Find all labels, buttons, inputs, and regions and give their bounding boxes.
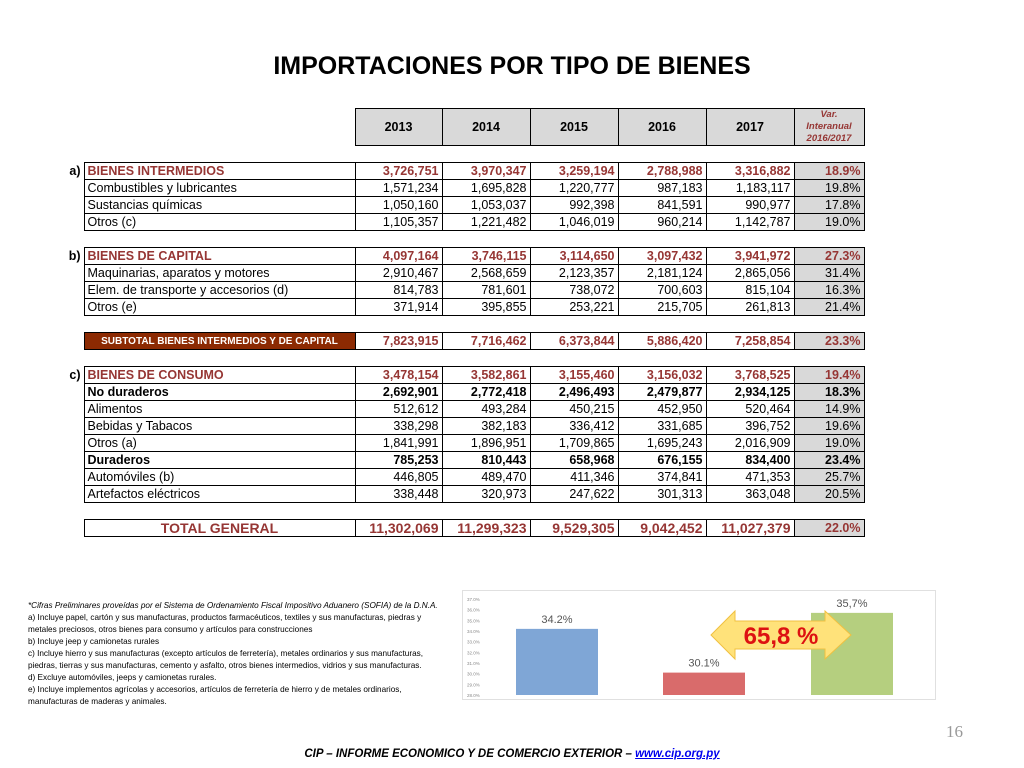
value-cell: 1,046,019 bbox=[530, 214, 618, 231]
y-tick-label: 31.0% bbox=[467, 661, 480, 666]
value-cell: 992,398 bbox=[530, 197, 618, 214]
table-row bbox=[54, 486, 864, 503]
year-header: 2016 bbox=[618, 109, 706, 146]
table-row bbox=[54, 248, 864, 265]
value-cell: 3,746,115 bbox=[442, 248, 530, 265]
bar-chart bbox=[462, 590, 936, 700]
pct-cell: 22.0% bbox=[794, 520, 864, 537]
bar-chart-svg bbox=[463, 591, 935, 699]
value-cell: 6,373,844 bbox=[530, 333, 618, 350]
value-cell: 2,788,988 bbox=[618, 163, 706, 180]
value-cell: 471,353 bbox=[706, 469, 794, 486]
pct-cell: 31.4% bbox=[794, 265, 864, 282]
table-row bbox=[54, 163, 864, 180]
value-cell: 3,259,194 bbox=[530, 163, 618, 180]
table-row bbox=[54, 435, 864, 452]
value-cell: 3,114,650 bbox=[530, 248, 618, 265]
value-cell: 2,123,357 bbox=[530, 265, 618, 282]
value-cell: 676,155 bbox=[618, 452, 706, 469]
value-cell: 9,042,452 bbox=[618, 520, 706, 537]
y-tick-label: 32.0% bbox=[467, 650, 480, 656]
footnote: a) Incluye papel, cartón y sus manufacturas, productos farmacéuticos, textiles y sus manufacturas, piedras y metales preciosos, otros bienes para consumo y artículos para construcciones bbox=[28, 613, 422, 634]
value-cell: 2,479,877 bbox=[618, 384, 706, 401]
value-cell: 1,695,828 bbox=[442, 180, 530, 197]
value-cell: 489,470 bbox=[442, 469, 530, 486]
row-label: Elem. de transporte y accesorios (d) bbox=[84, 282, 355, 299]
pct-cell: 19.6% bbox=[794, 418, 864, 435]
value-cell: 1,571,234 bbox=[355, 180, 442, 197]
footer bbox=[0, 748, 1024, 760]
pct-cell: 16.3% bbox=[794, 282, 864, 299]
value-cell: 452,950 bbox=[618, 401, 706, 418]
table-row bbox=[54, 384, 864, 401]
pct-cell: 14.9% bbox=[794, 401, 864, 418]
value-cell: 3,316,882 bbox=[706, 163, 794, 180]
row-label: Sustancias químicas bbox=[84, 197, 355, 214]
total-label: TOTAL GENERAL bbox=[84, 520, 355, 537]
callout-arrow bbox=[711, 611, 851, 659]
value-cell: 810,443 bbox=[442, 452, 530, 469]
value-cell: 2,568,659 bbox=[442, 265, 530, 282]
value-cell: 1,221,482 bbox=[442, 214, 530, 231]
section-letter bbox=[54, 401, 84, 418]
value-cell: 1,053,037 bbox=[442, 197, 530, 214]
pct-cell: 18.9% bbox=[794, 163, 864, 180]
footer-link[interactable]: www.cip.org.py bbox=[635, 748, 720, 760]
value-cell: 2,865,056 bbox=[706, 265, 794, 282]
value-cell: 493,284 bbox=[442, 401, 530, 418]
value-cell: 512,612 bbox=[355, 401, 442, 418]
footnote: e) Incluye implementos agrícolas y accesorios, artículos de ferretería de hierro y de metales ordinarios, manufacturas de maderas y animales. bbox=[28, 685, 402, 706]
value-cell: 1,709,865 bbox=[530, 435, 618, 452]
year-header: 2015 bbox=[530, 109, 618, 146]
value-cell: 215,705 bbox=[618, 299, 706, 316]
section-letter bbox=[54, 265, 84, 282]
value-cell: 2,910,467 bbox=[355, 265, 442, 282]
pct-cell: 23.3% bbox=[794, 333, 864, 350]
value-cell: 4,097,164 bbox=[355, 248, 442, 265]
table-row bbox=[54, 265, 864, 282]
value-cell: 411,346 bbox=[530, 469, 618, 486]
value-cell: 2,772,418 bbox=[442, 384, 530, 401]
section-letter: c) bbox=[69, 368, 81, 382]
value-cell: 338,298 bbox=[355, 418, 442, 435]
y-tick-label: 36.0% bbox=[467, 607, 480, 613]
value-cell: 1,142,787 bbox=[706, 214, 794, 231]
section-letter bbox=[54, 180, 84, 197]
footnote: d) Excluye automóviles, jeeps y camionetas rurales. bbox=[28, 673, 217, 682]
value-cell: 253,221 bbox=[530, 299, 618, 316]
y-tick-label: 34.0% bbox=[467, 629, 480, 634]
value-cell: 3,156,032 bbox=[618, 367, 706, 384]
row-label: No duraderos bbox=[84, 384, 355, 401]
value-cell: 960,214 bbox=[618, 214, 706, 231]
value-cell: 446,805 bbox=[355, 469, 442, 486]
table-row bbox=[54, 299, 864, 316]
value-cell: 834,400 bbox=[706, 452, 794, 469]
value-cell: 1,220,777 bbox=[530, 180, 618, 197]
value-cell: 3,768,525 bbox=[706, 367, 794, 384]
value-cell: 990,977 bbox=[706, 197, 794, 214]
section-letter: b) bbox=[68, 249, 81, 263]
value-cell: 1,896,951 bbox=[442, 435, 530, 452]
row-label: Bebidas y Tabacos bbox=[84, 418, 355, 435]
subtotal-label: SUBTOTAL BIENES INTERMEDIOS Y DE CAPITAL bbox=[84, 333, 355, 350]
value-cell: 301,313 bbox=[618, 486, 706, 503]
pct-cell: 19.4% bbox=[794, 367, 864, 384]
bar-data-label: 34.2% bbox=[541, 613, 573, 626]
empty-cell bbox=[54, 333, 84, 350]
row-label: BIENES DE CAPITAL bbox=[84, 248, 355, 265]
table-row bbox=[54, 418, 864, 435]
table-row bbox=[54, 282, 864, 299]
value-cell: 7,716,462 bbox=[442, 333, 530, 350]
table-row bbox=[54, 469, 864, 486]
row-label: Otros (a) bbox=[84, 435, 355, 452]
table-row bbox=[54, 367, 864, 384]
value-cell: 1,695,243 bbox=[618, 435, 706, 452]
value-cell: 371,914 bbox=[355, 299, 442, 316]
y-tick-label: 33.0% bbox=[467, 639, 480, 645]
y-tick-label: 30.0% bbox=[467, 671, 480, 677]
value-cell: 261,813 bbox=[706, 299, 794, 316]
callout-text: 65,8 % bbox=[743, 623, 819, 650]
section-letter bbox=[54, 282, 84, 299]
table-row bbox=[54, 197, 864, 214]
value-cell: 781,601 bbox=[442, 282, 530, 299]
subtotal-row bbox=[54, 333, 864, 350]
value-cell: 3,970,347 bbox=[442, 163, 530, 180]
value-cell: 11,027,379 bbox=[706, 520, 794, 537]
footer-text: CIP – INFORME ECONOMICO Y DE COMERCIO EXTERIOR – bbox=[304, 748, 636, 760]
row-label: Alimentos bbox=[84, 401, 355, 418]
row-label: Duraderos bbox=[84, 452, 355, 469]
section-letter bbox=[54, 486, 84, 503]
value-cell: 987,183 bbox=[618, 180, 706, 197]
value-cell: 841,591 bbox=[618, 197, 706, 214]
value-cell: 738,072 bbox=[530, 282, 618, 299]
value-cell: 450,215 bbox=[530, 401, 618, 418]
value-cell: 815,104 bbox=[706, 282, 794, 299]
empty-cell bbox=[54, 520, 84, 537]
bar-data-label: 35,7% bbox=[836, 597, 868, 610]
row-label: Otros (c) bbox=[84, 214, 355, 231]
spacer-row bbox=[54, 231, 864, 248]
value-cell: 3,478,154 bbox=[355, 367, 442, 384]
value-cell: 7,823,915 bbox=[355, 333, 442, 350]
section-letter bbox=[54, 299, 84, 316]
value-cell: 363,048 bbox=[706, 486, 794, 503]
value-cell: 395,855 bbox=[442, 299, 530, 316]
section-letter bbox=[54, 469, 84, 486]
year-header: 2014 bbox=[442, 109, 530, 146]
row-label: Automóviles (b) bbox=[84, 469, 355, 486]
value-cell: 1,105,357 bbox=[355, 214, 442, 231]
table-row bbox=[54, 214, 864, 231]
value-cell: 374,841 bbox=[618, 469, 706, 486]
imports-table bbox=[54, 108, 865, 537]
y-tick-label: 35.0% bbox=[467, 618, 480, 624]
row-label: Combustibles y lubricantes bbox=[84, 180, 355, 197]
value-cell: 331,685 bbox=[618, 418, 706, 435]
section-letter bbox=[54, 197, 84, 214]
value-cell: 520,464 bbox=[706, 401, 794, 418]
pct-cell: 17.8% bbox=[794, 197, 864, 214]
value-cell: 2,692,901 bbox=[355, 384, 442, 401]
value-cell: 3,097,432 bbox=[618, 248, 706, 265]
footnotes bbox=[28, 600, 452, 708]
value-cell: 3,941,972 bbox=[706, 248, 794, 265]
section-letter bbox=[54, 214, 84, 231]
value-cell: 5,886,420 bbox=[618, 333, 706, 350]
year-header: 2017 bbox=[706, 109, 794, 146]
value-cell: 1,183,117 bbox=[706, 180, 794, 197]
table-row bbox=[54, 180, 864, 197]
y-tick-label: 37.0% bbox=[467, 597, 480, 602]
value-cell: 247,622 bbox=[530, 486, 618, 503]
table-row bbox=[54, 401, 864, 418]
footnote: *Cifras Preliminares proveídas por el Sistema de Ordenamiento Fiscal Impositivo Aduanero (SOFIA) de la D.N.A. bbox=[28, 601, 438, 610]
pct-cell: 20.5% bbox=[794, 486, 864, 503]
row-label: Artefactos eléctricos bbox=[84, 486, 355, 503]
value-cell: 11,299,323 bbox=[442, 520, 530, 537]
section-letter bbox=[54, 435, 84, 452]
value-cell: 3,582,861 bbox=[442, 367, 530, 384]
page-title: IMPORTACIONES POR TIPO DE BIENES bbox=[273, 52, 751, 80]
row-label: BIENES DE CONSUMO bbox=[84, 367, 355, 384]
value-cell: 2,016,909 bbox=[706, 435, 794, 452]
value-cell: 11,302,069 bbox=[355, 520, 442, 537]
section-letter bbox=[54, 384, 84, 401]
pct-cell: 27.3% bbox=[794, 248, 864, 265]
table-row bbox=[54, 452, 864, 469]
value-cell: 2,934,125 bbox=[706, 384, 794, 401]
value-cell: 1,050,160 bbox=[355, 197, 442, 214]
value-cell: 700,603 bbox=[618, 282, 706, 299]
pct-cell: 25.7% bbox=[794, 469, 864, 486]
spacer-row bbox=[54, 503, 864, 520]
value-cell: 2,496,493 bbox=[530, 384, 618, 401]
var-header: Var. Interanual 2016/2017 bbox=[794, 109, 864, 146]
spacer-row bbox=[54, 146, 864, 163]
value-cell: 7,258,854 bbox=[706, 333, 794, 350]
pct-cell: 18.3% bbox=[794, 384, 864, 401]
section-letter bbox=[54, 418, 84, 435]
row-label: BIENES INTERMEDIOS bbox=[84, 163, 355, 180]
pct-cell: 19.8% bbox=[794, 180, 864, 197]
header-row bbox=[54, 109, 864, 146]
chart-bar bbox=[663, 673, 745, 695]
bar-data-label: 30.1% bbox=[688, 657, 720, 670]
row-label: Otros (e) bbox=[84, 299, 355, 316]
value-cell: 396,752 bbox=[706, 418, 794, 435]
y-tick-label: 28.0% bbox=[467, 693, 480, 698]
pct-cell: 21.4% bbox=[794, 299, 864, 316]
pct-cell: 19.0% bbox=[794, 435, 864, 452]
spacer-row bbox=[54, 350, 864, 367]
page-number: 16 bbox=[946, 722, 963, 741]
value-cell: 658,968 bbox=[530, 452, 618, 469]
spacer-row bbox=[54, 316, 864, 333]
chart-bar bbox=[516, 629, 598, 695]
pct-cell: 19.0% bbox=[794, 214, 864, 231]
section-letter bbox=[54, 452, 84, 469]
total-row bbox=[54, 520, 864, 537]
value-cell: 9,529,305 bbox=[530, 520, 618, 537]
footnote: c) Incluye hierro y sus manufacturas (excepto artículos de ferretería), metales ordinarios y sus manufacturas, piedras, tierras y sus manufacturas, cemento y asfalto, otros bienes intermedios, vidrios y sus manufacturas. bbox=[28, 649, 423, 670]
value-cell: 338,448 bbox=[355, 486, 442, 503]
row-label: Maquinarias, aparatos y motores bbox=[84, 265, 355, 282]
value-cell: 1,841,991 bbox=[355, 435, 442, 452]
value-cell: 382,183 bbox=[442, 418, 530, 435]
y-tick-label: 29.0% bbox=[467, 682, 480, 688]
footnote: b) Incluye jeep y camionetas rurales bbox=[28, 637, 160, 646]
value-cell: 336,412 bbox=[530, 418, 618, 435]
value-cell: 785,253 bbox=[355, 452, 442, 469]
value-cell: 814,783 bbox=[355, 282, 442, 299]
value-cell: 3,726,751 bbox=[355, 163, 442, 180]
value-cell: 2,181,124 bbox=[618, 265, 706, 282]
year-header: 2013 bbox=[355, 109, 442, 146]
pct-cell: 23.4% bbox=[794, 452, 864, 469]
value-cell: 320,973 bbox=[442, 486, 530, 503]
value-cell: 3,155,460 bbox=[530, 367, 618, 384]
section-letter: a) bbox=[69, 164, 81, 178]
